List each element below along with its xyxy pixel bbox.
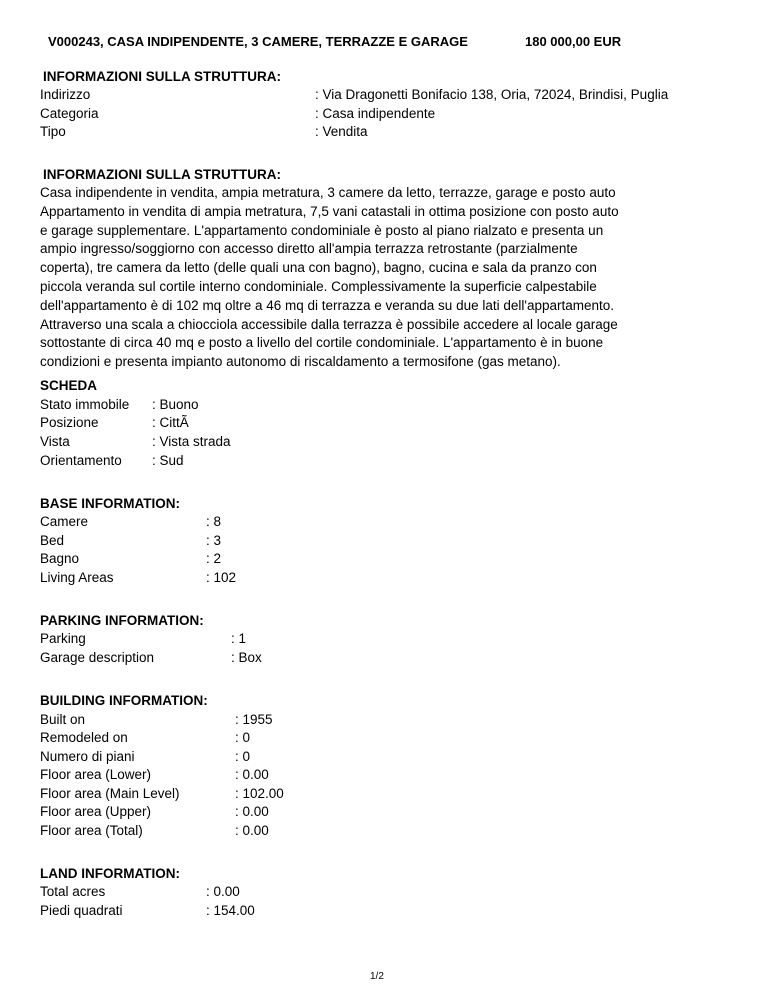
land-info-heading: LAND INFORMATION: (40, 866, 180, 881)
structure-label-category: Categoria (40, 106, 99, 121)
description-line: Appartamento in vendita di ampia metratura, 7,5 vani catastali in ottima posizione con posto auto (40, 203, 619, 219)
building-value: : 0.00 (235, 804, 269, 819)
base-value: : 102 (206, 570, 237, 585)
description-heading: INFORMAZIONI SULLA STRUTTURA: (43, 167, 281, 182)
land-label: Piedi quadrati (40, 903, 123, 918)
building-value: : 0.00 (235, 767, 269, 782)
base-label: Camere (40, 514, 89, 529)
building-label: Floor area (Upper) (40, 804, 152, 819)
scheda-label: Vista (40, 434, 70, 449)
description-text (40, 184, 680, 372)
parking-value: : Box (231, 650, 262, 665)
parking-info-heading: PARKING INFORMATION: (40, 613, 204, 628)
description-line: dell'appartamento è di 102 mq oltre a 46 mq di terrazza e veranda su due lati dell'appartamento. (40, 297, 615, 313)
base-value: : 2 (206, 551, 222, 566)
scheda-value: : Vista strada (152, 434, 231, 449)
building-label: Floor area (Main Level) (40, 786, 180, 801)
scheda-heading: SCHEDA (40, 378, 98, 393)
scheda-value: : Buono (152, 397, 199, 412)
scheda-value: : Sud (152, 453, 184, 468)
description-line: Attraverso una scala a chiocciola accessibile dalla terrazza è possibile accedere al locale garage (40, 316, 618, 332)
description-line: coperta), tre camera da letto (delle quali una con bagno), bagno, cucina e sala da pranzo con (40, 260, 597, 276)
structure-value-address: : Via Dragonetti Bonifacio 138, Oria, 72024, Brindisi, Puglia (315, 87, 669, 102)
base-label: Bagno (40, 551, 80, 566)
building-label: Numero di piani (40, 749, 135, 764)
description-line: sottostante di circa 40 mq e posto a livello del cortile condominiale. L'appartamento è in buone (40, 335, 604, 351)
base-label: Living Areas (40, 570, 114, 585)
parking-value: : 1 (231, 631, 247, 646)
building-label: Floor area (Lower) (40, 767, 152, 782)
description-line: e garage supplementare. L'appartamento condominiale è posto al piano rialzato e presenta un (40, 222, 604, 238)
base-label: Bed (40, 533, 65, 548)
structure-value-category: : Casa indipendente (315, 106, 436, 121)
scheda-label: Stato immobile (40, 397, 130, 412)
structure-label-address: Indirizzo (40, 87, 91, 102)
description-line: piccola veranda sul cortile interno condominiale. Complessivamente la superficie calpestabile (40, 278, 597, 294)
base-info-heading: BASE INFORMATION: (40, 496, 180, 511)
building-label: Remodeled on (40, 730, 128, 745)
description-line: Casa indipendente in vendita, ampia metratura, 3 camere da letto, terrazze, garage e posto auto (40, 185, 616, 200)
land-value: : 0.00 (206, 884, 240, 899)
description-line: condizioni e presenta impianto autonomo di riscaldamento a termosifone (gas metano). (40, 354, 561, 370)
parking-label: Parking (40, 631, 86, 646)
building-value: : 0.00 (235, 823, 269, 838)
listing-price: 180 000,00 EUR (525, 34, 622, 49)
structure-info-heading: INFORMAZIONI SULLA STRUTTURA: (43, 69, 281, 84)
building-value: : 0 (235, 730, 251, 745)
description-line: ampio ingresso/soggiorno con accesso diretto all'ampia terrazza retrostante (parzialmente (40, 241, 578, 257)
building-info-heading: BUILDING INFORMATION: (40, 693, 208, 708)
building-value: : 0 (235, 749, 251, 764)
listing-title: V000243, CASA INDIPENDENTE, 3 CAMERE, TERRAZZE E GARAGE (48, 34, 468, 49)
scheda-label: Orientamento (40, 453, 122, 468)
building-value: : 1955 (235, 712, 273, 727)
land-label: Total acres (40, 884, 106, 899)
structure-label-type: Tipo (40, 124, 66, 139)
page-number: 1/2 (370, 971, 384, 982)
parking-label: Garage description (40, 650, 155, 665)
scheda-value: : CittÃ (152, 415, 189, 430)
structure-value-type: : Vendita (315, 124, 368, 139)
building-label: Floor area (Total) (40, 823, 143, 838)
base-value: : 8 (206, 514, 222, 529)
land-value: : 154.00 (206, 903, 255, 918)
base-value: : 3 (206, 533, 222, 548)
building-label: Built on (40, 712, 86, 727)
scheda-label: Posizione (40, 415, 99, 430)
building-value: : 102.00 (235, 786, 284, 801)
